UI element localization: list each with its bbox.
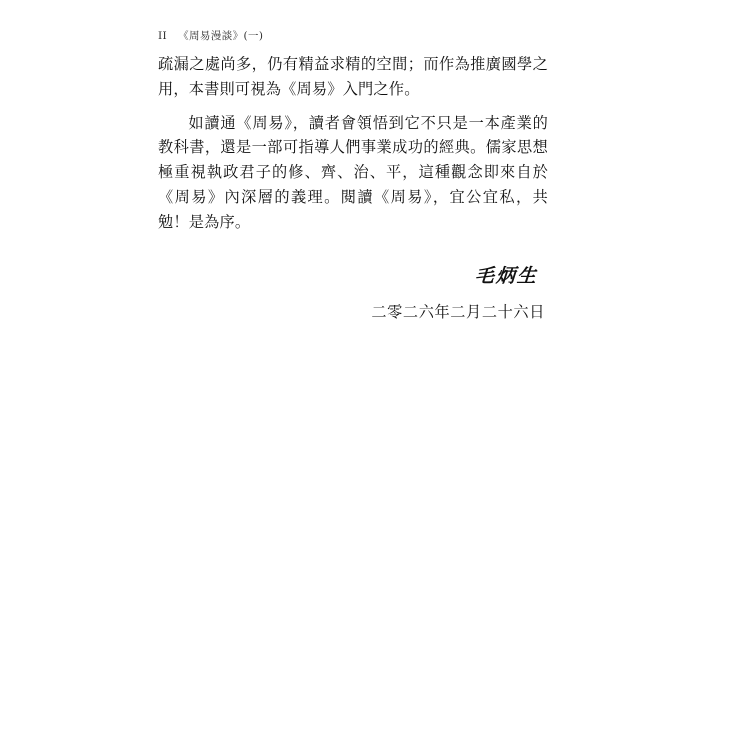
signature-date: 二零二六年二月二十六日 [371,303,545,322]
running-head-title: 《周易漫談》(一) [178,30,264,42]
paragraph-1: 疏漏之處尚多，仍有精益求精的空間；而作為推廣國學之用，本書則可視為《周易》入門之作。 [158,55,548,98]
running-head [158,28,548,43]
page-content [158,28,548,322]
signature-block [158,261,548,288]
author-signature: 毛炳生 [474,265,539,288]
page-number: II [158,30,168,42]
paragraph-2: 如讀通《周易》，讀者會領悟到它不只是一本產業的教科書，還是一部可指導人們事業成功的經典。儒家思想極重視執政君子的修、齊、治、平，這種觀念即來自於《周易》內深層的義理。閱讀《周易》，宜公宜私，共勉！是為序。 [158,113,548,231]
